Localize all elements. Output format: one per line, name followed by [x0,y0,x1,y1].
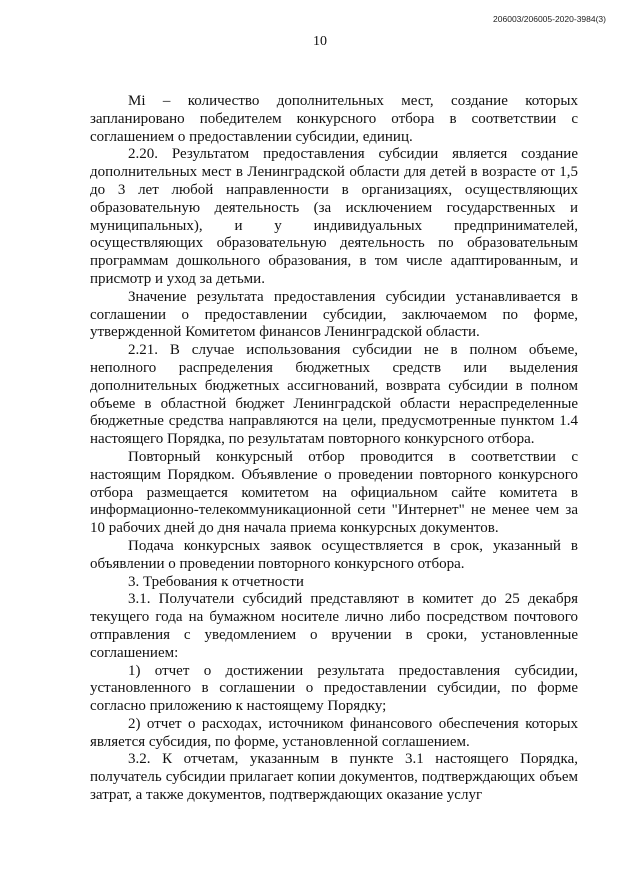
paragraph-3-2: 3.2. К отчетам, указанным в пункте 3.1 настоящего Порядка, получатель субсидии прилагает копии документов, подтверждающих объем затрат, а также документов, подтверждающих оказание услуг [90,751,578,804]
paragraph-2-21: 2.21. В случае использования субсидии не в полном объеме, неполного распределения бюджетных средств или выделения дополнительных бюджетных ассигнований, возврата субсидии в полном объеме в областной бюджет Ленинградской области нераспределенные бюджетные средства направляются на цели, предусмотренные пунктом 1.4 настоящего Порядка, по результатам повторного конкурсного отбора. [90,342,578,448]
paragraph-result-value: Значение результата предоставления субсидии устанавливается в соглашении о предоставлении субсидии, заключаемом по форме, утвержденной Комитетом финансов Ленинградской области. [90,288,578,341]
document-id: 206003/206005-2020-3984(3) [493,14,606,24]
paragraph-report-1: 1) отчет о достижении результата предоставления субсидии, установленного в соглашении о предоставлении субсидии, по форме согласно приложению к настоящему Порядку; [90,662,578,715]
paragraph-report-2: 2) отчет о расходах, источником финансового обеспечения которых является субсидия, по форме, установленной соглашением. [90,715,578,750]
paragraph-application-deadline: Подача конкурсных заявок осуществляется в срок, указанный в объявлении о проведении повторного конкурсного отбора. [90,537,578,572]
paragraph-2-20: 2.20. Результатом предоставления субсидии является создание дополнительных мест в Ленинградской области для детей в возрасте от 1,5 до 3 лет любой направленности в организациях, осуществляющих образовательную деятельность (за исключением государственных и муниципальных), и у индивидуальных предпринимателей, осуществляющих образовательную деятельность по образовательным программам дошкольного образования, в том числе адаптированным, и присмотр и уход за детьми. [90,146,578,287]
paragraph-3-1: 3.1. Получатели субсидий представляют в комитет до 25 декабря текущего года на бумажном носителе лично либо посредством почтового отправления с уведомлением о вручении в сроки, установленные соглашением: [90,591,578,661]
paragraph-repeat-selection: Повторный конкурсный отбор проводится в соответствии с настоящим Порядком. Объявление о проведении повторного конкурсного отбора размещается комитетом на официальном сайте комитета в информационно-телекоммуникационной сети "Интернет" не менее чем за 10 рабочих дней до дня начала приема конкурсных документов. [90,448,578,537]
paragraph-mi-definition: Mi – количество дополнительных мест, создание которых запланировано победителем конкурсного отбора в соответствии с соглашением о предоставлении субсидии, единиц. [90,93,578,145]
document-body [90,93,578,805]
section-title: 3. Требования к отчетности [128,573,304,590]
page-number: 10 [313,34,327,49]
